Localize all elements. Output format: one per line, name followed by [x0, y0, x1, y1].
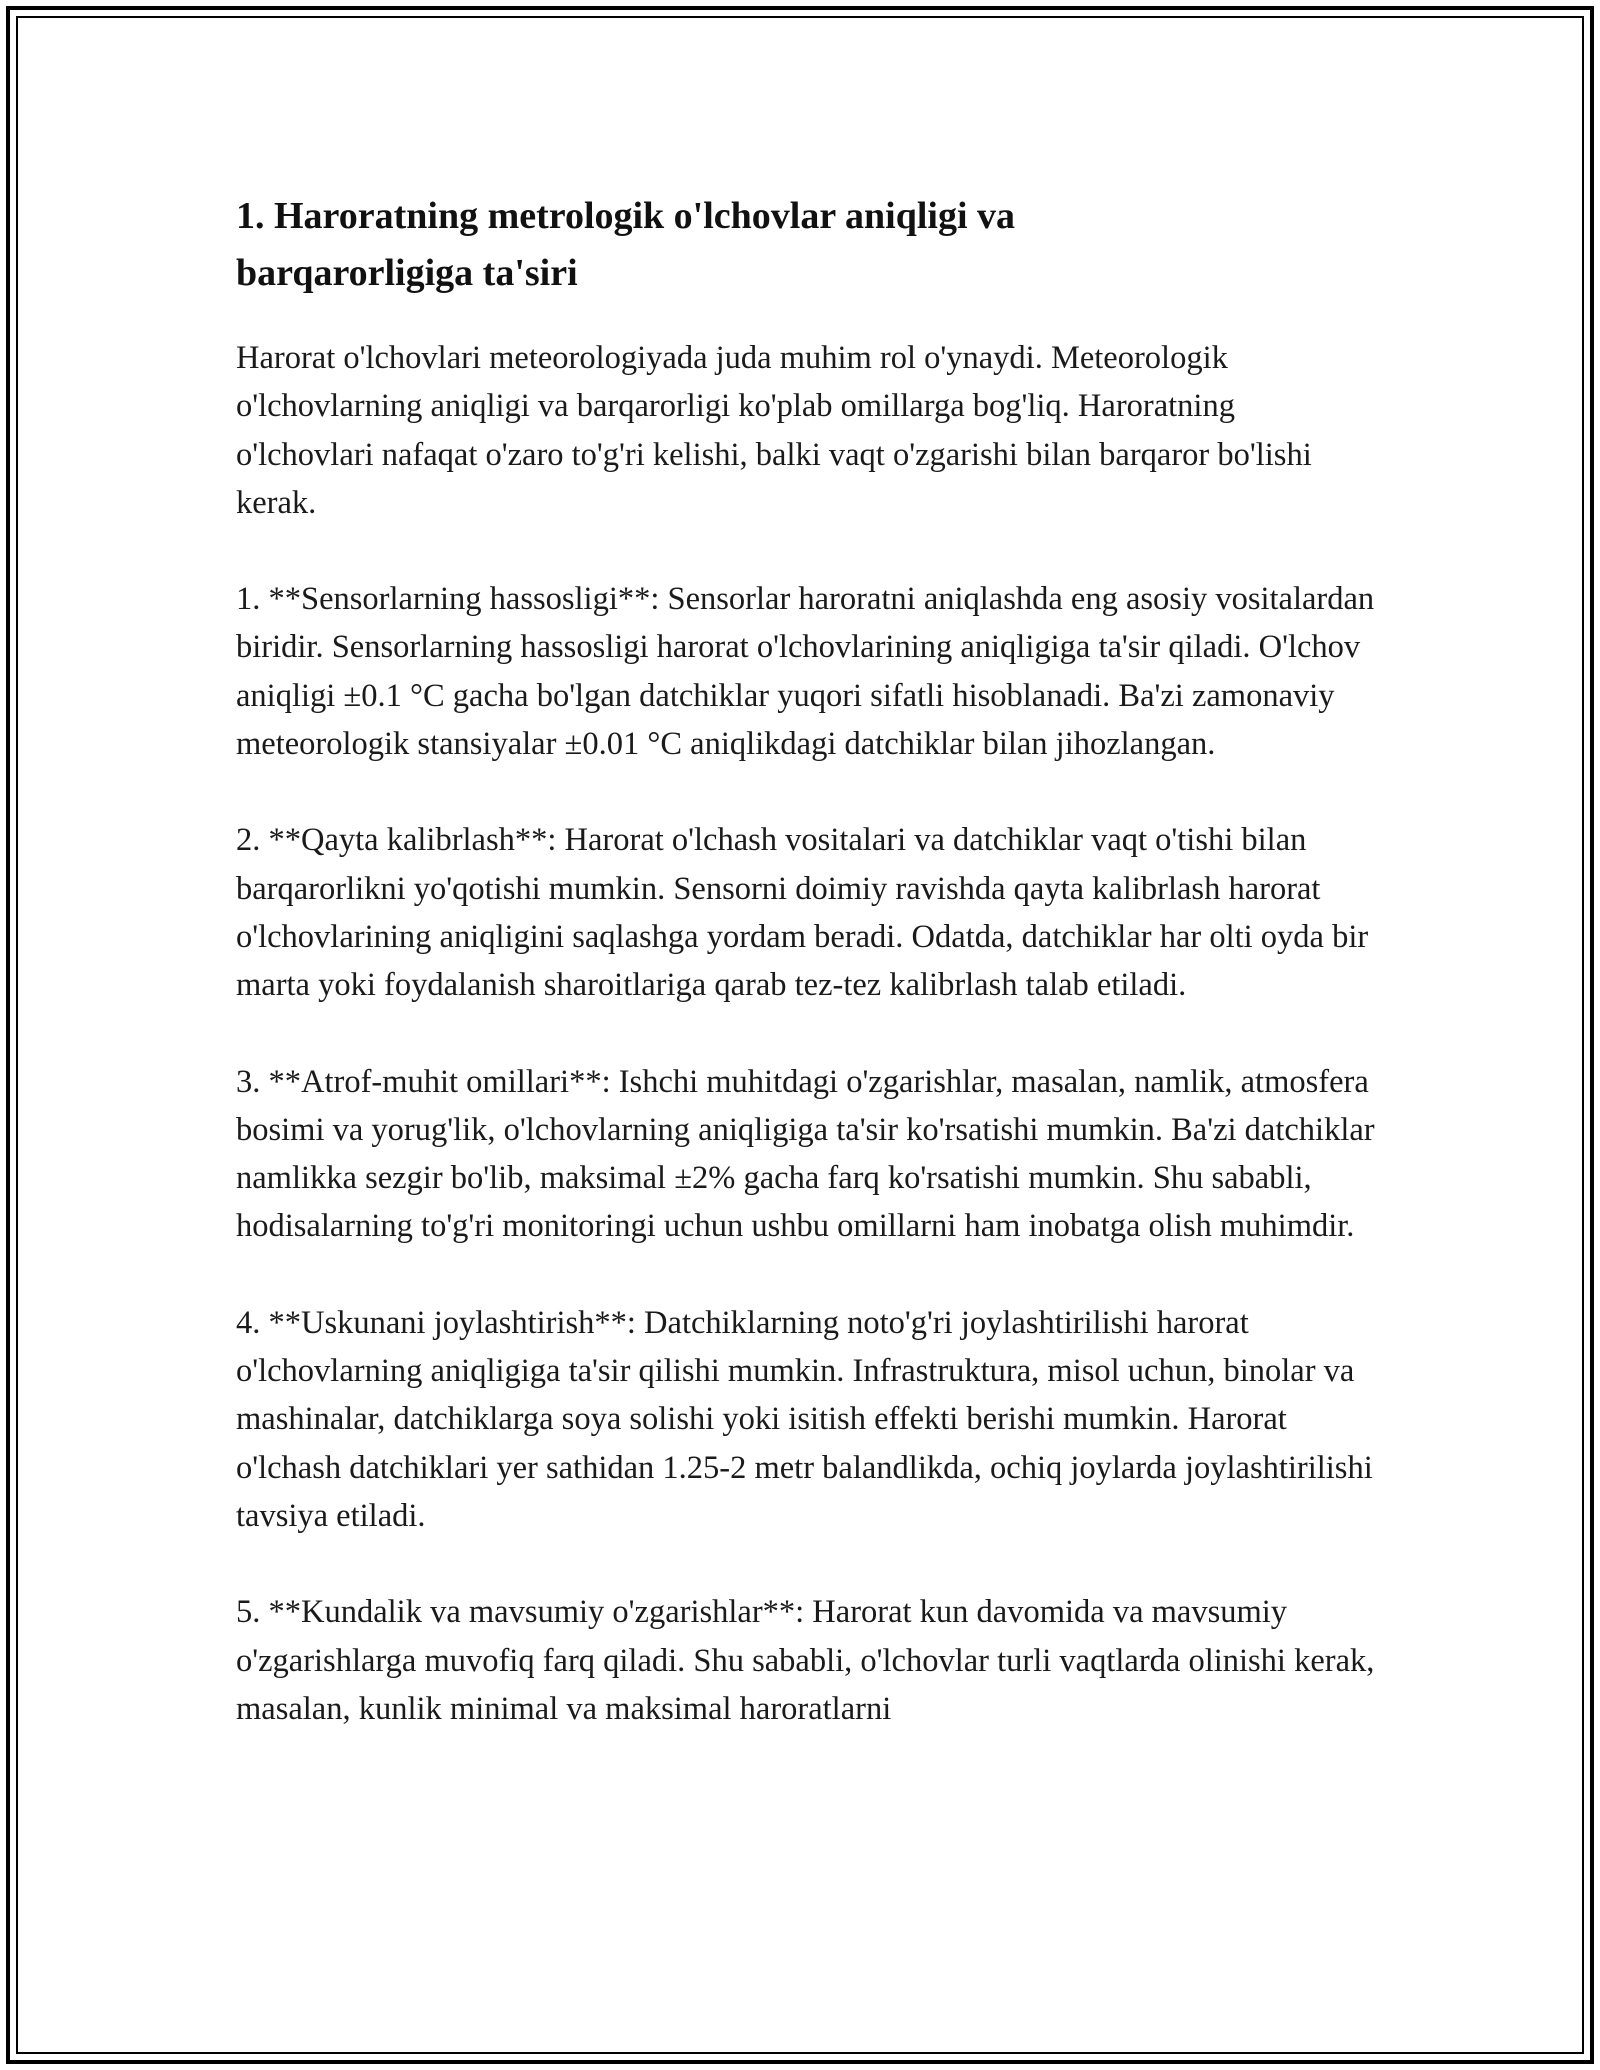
list-item-environmental-factors: 3. **Atrof-muhit omillari**: Ishchi muhitdagi o'zgarishlar, masalan, namlik, atmosfera bosimi va yorug'lik, o'lchovlarning aniqligiga ta'sir ko'rsatishi mumkin. Ba'zi datchiklar namlikka sezgir bo'lib, maksimal ±2% gacha farq ko'rsatishi mumkin. Shu sababli, hodisalarning to'g'ri monitoringi uchun ushbu omillarni ham inobatga olish muhimdir. — [236, 1063, 1375, 1245]
document-body — [236, 188, 1376, 1781]
list-item-daily-seasonal-changes: 5. **Kundalik va mavsumiy o'zgarishlar**: Harorat kun davomida va mavsumiy o'zgarishlarga muvofiq farq qiladi. Shu sababli, o'lchovlar turli vaqtlarda olinishi kerak, masalan, kunlik minimal va maksimal haroratlarni — [236, 1594, 1375, 1727]
list-item-sensor-sensitivity: 1. **Sensorlarning hassosligi**: Sensorlar haroratni aniqlashda eng asosiy vositalardan biridir. Sensorlarning hassosligi harorat o'lchovlarining aniqligiga ta'sir qiladi. O'lchov aniqligi ±0.1 °C gacha bo'lgan datchiklar yuqori sifatli hisoblanadi. Ba'zi zamonaviy meteorologik stansiyalar ±0.01 °C aniqlikdagi datchiklar bilan jihozlangan. — [236, 581, 1375, 763]
section-heading-line-2: barqarorligiga ta'siri — [236, 252, 578, 294]
section-heading — [236, 188, 1376, 302]
list-item-equipment-placement: 4. **Uskunani joylashtirish**: Datchiklarning noto'g'ri joylashtirilishi harorat o'lchovlarning aniqligiga ta'sir qilishi mumkin. Infrastruktura, misol uchun, binolar va mashinalar, datchiklarga soya solishi yoki isitish effekti berishi mumkin. Harorat o'lchash datchiklari yer sathidan 1.25-2 metr balandlikda, ochiq joylarda joylashtirilishi tavsiya etiladi. — [236, 1304, 1373, 1534]
list-item-recalibration: 2. **Qayta kalibrlash**: Harorat o'lchash vositalari va datchiklar vaqt o'tishi bilan barqarorlikni yo'qotishi mumkin. Sensorni doimiy ravishda qayta kalibrlash harorat o'lchovlarining aniqligini saqlashga yordam beradi. Odatda, datchiklar har olti oyda bir marta yoki foydalanish sharoitlariga qarab tez-tez kalibrlash talab etiladi. — [236, 822, 1369, 1004]
intro-paragraph: Harorat o'lchovlari meteorologiyada juda muhim rol o'ynaydi. Meteorologik o'lchovlarning aniqligi va barqarorligi ko'plab omillarga bog'liq. Haroratning o'lchovlari nafaqat o'zaro to'g'ri kelishi, balki vaqt o'zgarishi bilan barqaror bo'lishi kerak. — [236, 340, 1312, 521]
section-heading-line-1: 1. Haroratning metrologik o'lchovlar aniqligi va — [236, 195, 1016, 237]
